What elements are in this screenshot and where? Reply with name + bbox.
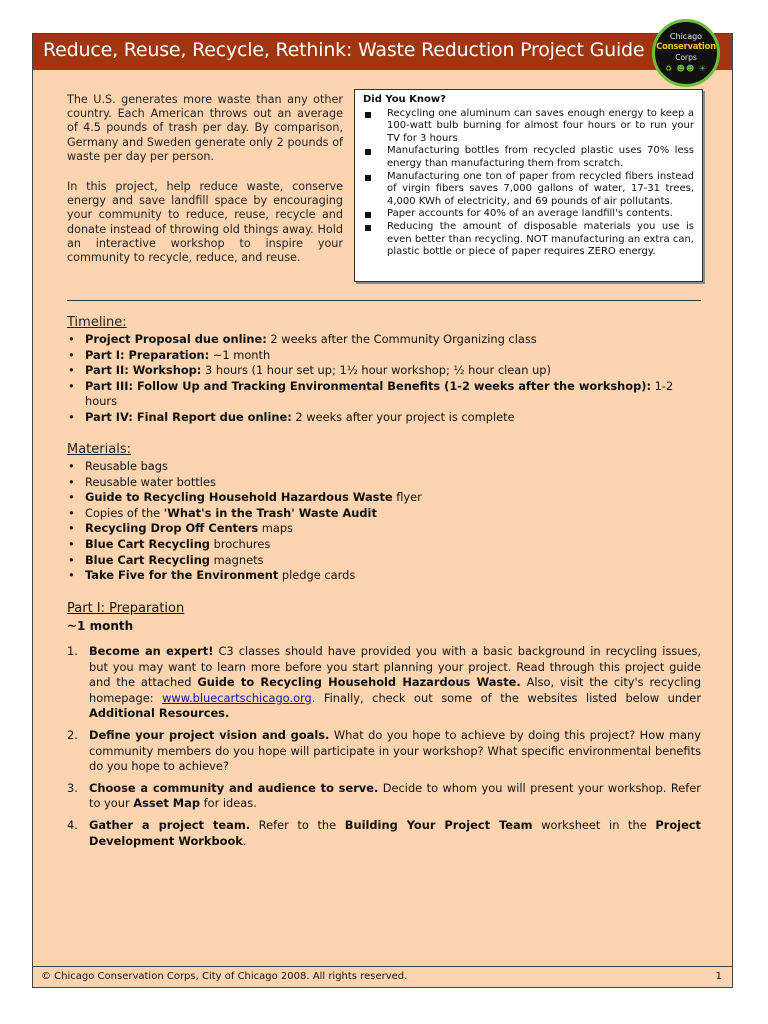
document-page: [32, 33, 733, 988]
divider: [67, 300, 701, 301]
material-item: • Reusable bags: [67, 459, 697, 475]
fact-item: Reducing the amount of disposable materials you use is even better than recycling. NOT manufacturing an extra can, plastic bottle or piece of paper requires ZERO energy.: [363, 221, 694, 259]
header-bar: [33, 34, 732, 70]
fact-item: Recycling one aluminum can saves enough energy to keep a 100-watt bulb burning for almost four hours or to run your TV for 3 hours: [363, 108, 694, 146]
material-item: • Recycling Drop Off Centers maps: [67, 521, 697, 537]
intro-paragraph-2: In this project, help reduce waste, conserve energy and save landfill space by encouraging your community to reduce, reuse, recycle and donate instead of throwing old things away. Hold an interactive workshop to inspire your community to recycle, reduce, and reuse.: [67, 180, 343, 265]
fact-item: Paper accounts for 40% of an average landfill's contents.: [363, 208, 694, 221]
material-item: • Blue Cart Recycling brochures: [67, 537, 697, 553]
chicago-conservation-corps-logo: [652, 19, 720, 87]
timeline-list: [67, 332, 697, 426]
footer: [33, 966, 732, 987]
material-item: • Copies of the 'What's in the Trash' Waste Audit: [67, 506, 697, 522]
logo-line1: Chicago: [669, 32, 703, 41]
preparation-steps: [67, 644, 701, 855]
page-title: Reduce, Reuse, Recycle, Rethink: Waste Reduction Project Guide: [43, 39, 645, 61]
timeline-item: • Project Proposal due online: 2 weeks after the Community Organizing class: [67, 332, 697, 348]
material-item: • Blue Cart Recycling magnets: [67, 553, 697, 569]
page-number: 1: [715, 971, 722, 982]
did-you-know-title: Did You Know?: [363, 94, 446, 105]
part1-heading: Part I: Preparation: [67, 601, 185, 616]
materials-list: [67, 459, 697, 584]
did-you-know-box: [354, 89, 703, 282]
recycle-icon: ♻: [664, 64, 674, 73]
fact-item: Manufacturing bottles from recycled plastic uses 70% less energy than manufacturing them from scratch.: [363, 145, 694, 170]
did-you-know-list: [363, 108, 694, 259]
timeline-item: • Part I: Preparation: ~1 month: [67, 348, 697, 364]
part1-duration: ~1 month: [67, 619, 134, 633]
materials-heading: Materials:: [67, 442, 131, 457]
timeline-heading: Timeline:: [67, 315, 127, 330]
step-item: 2. Define your project vision and goals. What do you hope to achieve by doing this project? How many community members do you hope will participate in your workshop? What specific environmental benefits do you hope to achieve?: [67, 727, 701, 774]
material-item: • Guide to Recycling Household Hazardous Waste flyer: [67, 490, 697, 506]
material-item: • Reusable water bottles: [67, 475, 697, 491]
intro-paragraph-1: The U.S. generates more waste than any other country. Each American throws out an average of 4.5 pounds of trash per day. By comparison, Germany and Sweden generate only 2 pounds of waste per day per person.: [67, 93, 343, 163]
logo-line3: Corps: [675, 53, 697, 62]
timeline-item: • Part IV: Final Report due online: 2 weeks after your project is complete: [67, 410, 697, 426]
step-item: 3. Choose a community and audience to serve. Decide to whom you will present your workshop. Refer to your Asset Map for ideas.: [67, 780, 701, 811]
timeline-item: • Part II: Workshop: 3 hours (1 hour set up; 1½ hour workshop; ½ hour clean up): [67, 363, 697, 379]
timeline-item: • Part III: Follow Up and Tracking Environmental Benefits (1-2 weeks after the workshop): 1-2 hours: [67, 379, 697, 410]
bluecart-link[interactable]: www.bluecartschicago.org: [162, 690, 312, 705]
logo-icons: [655, 64, 717, 73]
copyright: © Chicago Conservation Corps, City of Chicago 2008. All rights reserved.: [41, 971, 408, 982]
logo-line2: Conservation: [656, 42, 716, 52]
material-item: • Take Five for the Environment pledge cards: [67, 568, 697, 584]
step-item: 4. Gather a project team. Refer to the Building Your Project Team worksheet in the Project Development Workbook.: [67, 817, 701, 848]
intro-text: [67, 93, 343, 281]
fact-item: Manufacturing one ton of paper from recycled fibers instead of virgin fibers saves 7,000 gallons of water, 17-31 trees, 4,000 KWh of electricity, and 69 pounds of air pollutants.: [363, 171, 694, 209]
people-icon: ☻☻: [676, 64, 696, 73]
sun-icon: ☀: [698, 64, 708, 73]
step-item: 1. Become an expert! C3 classes should have provided you with a basic background in recycling issues, but you may want to learn more before you start planning your project. Read through this project guide and the attached Guide to Recycling Household Hazardous Waste. Also, visit the city's recycling homepage: www.bluecartschicago.org. Finally, check out some of the websites listed below under Additional Resources.: [67, 644, 702, 721]
